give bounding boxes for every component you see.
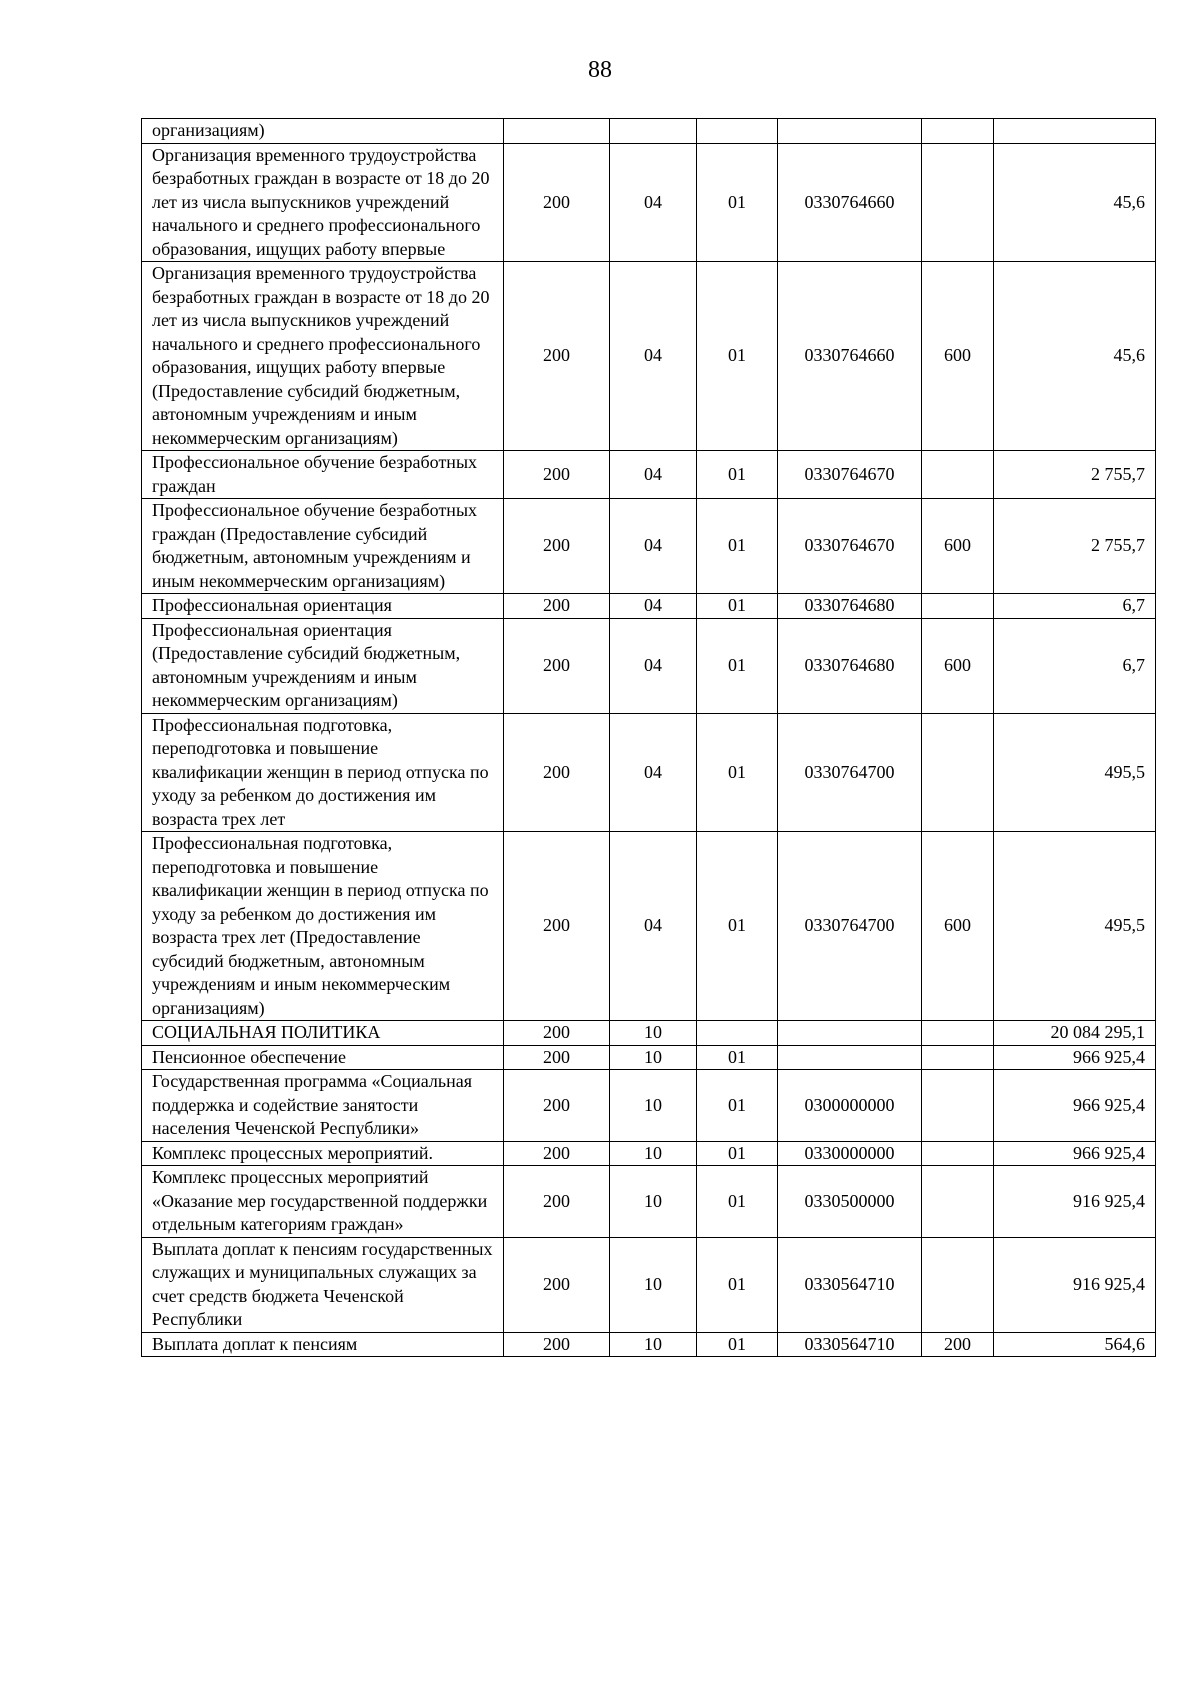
row-name: Комплекс процессных мероприятий. bbox=[142, 1141, 504, 1166]
table-row bbox=[142, 1237, 1156, 1332]
table-row bbox=[142, 1166, 1156, 1238]
row-name: Организация временного трудоустройства безработных граждан в возрасте от 18 до 20 лет из числа выпускников учреждений начального и среднего профессионального образования, ищущих работу впервые (Предоставление субсидий бюджетным, автономным учреждениям и иным некоммерческим организациям) bbox=[142, 262, 504, 451]
row-amount: 2 755,7 bbox=[994, 499, 1156, 594]
row-expense-type: 600 bbox=[922, 499, 994, 594]
row-section: 10 bbox=[610, 1045, 697, 1070]
row-amount: 916 925,4 bbox=[994, 1166, 1156, 1238]
row-name: Организация временного трудоустройства безработных граждан в возрасте от 18 до 20 лет из числа выпускников учреждений начального и среднего профессионального образования, ищущих работу впервые bbox=[142, 143, 504, 262]
row-subsection: 01 bbox=[697, 1237, 778, 1332]
row-target-code: 0330764670 bbox=[778, 499, 922, 594]
row-name: Профессиональная ориентация bbox=[142, 594, 504, 619]
row-subsection: 01 bbox=[697, 594, 778, 619]
row-target-code bbox=[778, 1045, 922, 1070]
row-amount: 966 925,4 bbox=[994, 1141, 1156, 1166]
row-amount: 6,7 bbox=[994, 594, 1156, 619]
row-code: 200 bbox=[504, 1045, 610, 1070]
row-target-code bbox=[778, 119, 922, 144]
row-target-code: 0330764680 bbox=[778, 594, 922, 619]
row-target-code: 0330764700 bbox=[778, 832, 922, 1021]
row-amount: 564,6 bbox=[994, 1332, 1156, 1357]
row-target-code: 0330764670 bbox=[778, 451, 922, 499]
row-code: 200 bbox=[504, 143, 610, 262]
row-subsection: 01 bbox=[697, 499, 778, 594]
row-subsection: 01 bbox=[697, 1332, 778, 1357]
row-subsection: 01 bbox=[697, 451, 778, 499]
row-code: 200 bbox=[504, 1237, 610, 1332]
row-section bbox=[610, 119, 697, 144]
budget-table-body bbox=[142, 119, 1156, 1357]
row-subsection: 01 bbox=[697, 1166, 778, 1238]
row-name: организациям) bbox=[142, 119, 504, 144]
row-target-code: 0330764660 bbox=[778, 262, 922, 451]
row-section: 10 bbox=[610, 1141, 697, 1166]
table-row bbox=[142, 832, 1156, 1021]
row-expense-type bbox=[922, 1166, 994, 1238]
row-name: СОЦИАЛЬНАЯ ПОЛИТИКА bbox=[142, 1021, 504, 1046]
table-row bbox=[142, 1070, 1156, 1142]
row-subsection: 01 bbox=[697, 832, 778, 1021]
row-amount: 495,5 bbox=[994, 832, 1156, 1021]
row-section: 10 bbox=[610, 1070, 697, 1142]
row-subsection: 01 bbox=[697, 1141, 778, 1166]
row-target-code: 0330564710 bbox=[778, 1332, 922, 1357]
row-expense-type bbox=[922, 143, 994, 262]
row-name: Выплата доплат к пенсиям bbox=[142, 1332, 504, 1357]
row-name: Профессиональная подготовка, переподготовка и повышение квалификации женщин в период отпуска по уходу за ребенком до достижения им возраста трех лет (Предоставление субсидий бюджетным, автономным учреждениям и иным некоммерческим организациям) bbox=[142, 832, 504, 1021]
row-code: 200 bbox=[504, 832, 610, 1021]
row-expense-type: 600 bbox=[922, 618, 994, 713]
row-section: 10 bbox=[610, 1166, 697, 1238]
row-section: 10 bbox=[610, 1332, 697, 1357]
budget-table bbox=[141, 118, 1156, 1357]
row-name: Комплекс процессных мероприятий «Оказание мер государственной поддержки отдельным категориям граждан» bbox=[142, 1166, 504, 1238]
row-expense-type bbox=[922, 1237, 994, 1332]
row-section: 04 bbox=[610, 618, 697, 713]
table-row bbox=[142, 1021, 1156, 1046]
row-section: 04 bbox=[610, 262, 697, 451]
row-amount: 2 755,7 bbox=[994, 451, 1156, 499]
row-amount: 495,5 bbox=[994, 713, 1156, 832]
page-number: 88 bbox=[588, 57, 612, 83]
row-code: 200 bbox=[504, 499, 610, 594]
row-expense-type: 600 bbox=[922, 262, 994, 451]
row-expense-type bbox=[922, 594, 994, 619]
row-subsection: 01 bbox=[697, 143, 778, 262]
row-name: Пенсионное обеспечение bbox=[142, 1045, 504, 1070]
row-subsection: 01 bbox=[697, 618, 778, 713]
table-row bbox=[142, 594, 1156, 619]
row-expense-type bbox=[922, 451, 994, 499]
table-row bbox=[142, 499, 1156, 594]
table-row bbox=[142, 618, 1156, 713]
table-row bbox=[142, 1141, 1156, 1166]
row-amount: 45,6 bbox=[994, 262, 1156, 451]
row-code: 200 bbox=[504, 262, 610, 451]
row-target-code: 0330764700 bbox=[778, 713, 922, 832]
row-amount: 966 925,4 bbox=[994, 1070, 1156, 1142]
row-amount: 6,7 bbox=[994, 618, 1156, 713]
row-name: Выплата доплат к пенсиям государственных служащих и муниципальных служащих за счет средств бюджета Чеченской Республики bbox=[142, 1237, 504, 1332]
row-subsection bbox=[697, 1021, 778, 1046]
row-expense-type bbox=[922, 1070, 994, 1142]
row-code: 200 bbox=[504, 1021, 610, 1046]
row-expense-type bbox=[922, 119, 994, 144]
table-row bbox=[142, 262, 1156, 451]
row-amount: 966 925,4 bbox=[994, 1045, 1156, 1070]
row-name: Профессиональное обучение безработных граждан bbox=[142, 451, 504, 499]
row-amount: 20 084 295,1 bbox=[994, 1021, 1156, 1046]
row-target-code bbox=[778, 1021, 922, 1046]
row-target-code: 0330000000 bbox=[778, 1141, 922, 1166]
row-name: Профессиональное обучение безработных граждан (Предоставление субсидий бюджетным, автономным учреждениям и иным некоммерческим организациям) bbox=[142, 499, 504, 594]
table-row bbox=[142, 713, 1156, 832]
row-section: 10 bbox=[610, 1237, 697, 1332]
row-target-code: 0330764660 bbox=[778, 143, 922, 262]
row-subsection: 01 bbox=[697, 713, 778, 832]
row-expense-type bbox=[922, 713, 994, 832]
row-name: Профессиональная подготовка, переподготовка и повышение квалификации женщин в период отпуска по уходу за ребенком до достижения им возраста трех лет bbox=[142, 713, 504, 832]
row-code: 200 bbox=[504, 451, 610, 499]
row-section: 04 bbox=[610, 713, 697, 832]
row-expense-type bbox=[922, 1141, 994, 1166]
row-code bbox=[504, 119, 610, 144]
row-section: 04 bbox=[610, 594, 697, 619]
row-code: 200 bbox=[504, 1332, 610, 1357]
row-expense-type bbox=[922, 1045, 994, 1070]
row-expense-type bbox=[922, 1021, 994, 1046]
row-section: 04 bbox=[610, 499, 697, 594]
row-subsection bbox=[697, 119, 778, 144]
row-name: Государственная программа «Социальная поддержка и содействие занятости населения Чеченской Республики» bbox=[142, 1070, 504, 1142]
row-subsection: 01 bbox=[697, 262, 778, 451]
row-section: 10 bbox=[610, 1021, 697, 1046]
row-amount: 45,6 bbox=[994, 143, 1156, 262]
table-row bbox=[142, 451, 1156, 499]
row-amount: 916 925,4 bbox=[994, 1237, 1156, 1332]
row-section: 04 bbox=[610, 832, 697, 1021]
row-target-code: 0300000000 bbox=[778, 1070, 922, 1142]
row-target-code: 0330564710 bbox=[778, 1237, 922, 1332]
row-section: 04 bbox=[610, 451, 697, 499]
row-code: 200 bbox=[504, 1166, 610, 1238]
table-row bbox=[142, 1045, 1156, 1070]
row-expense-type: 600 bbox=[922, 832, 994, 1021]
row-subsection: 01 bbox=[697, 1045, 778, 1070]
row-code: 200 bbox=[504, 1070, 610, 1142]
table-row bbox=[142, 1332, 1156, 1357]
row-code: 200 bbox=[504, 1141, 610, 1166]
row-amount bbox=[994, 119, 1156, 144]
row-code: 200 bbox=[504, 618, 610, 713]
row-target-code: 0330764680 bbox=[778, 618, 922, 713]
row-expense-type: 200 bbox=[922, 1332, 994, 1357]
table-row bbox=[142, 143, 1156, 262]
row-code: 200 bbox=[504, 594, 610, 619]
row-name: Профессиональная ориентация (Предоставление субсидий бюджетным, автономным учреждениям и иным некоммерческим организациям) bbox=[142, 618, 504, 713]
table-row bbox=[142, 119, 1156, 144]
row-target-code: 0330500000 bbox=[778, 1166, 922, 1238]
row-section: 04 bbox=[610, 143, 697, 262]
row-subsection: 01 bbox=[697, 1070, 778, 1142]
row-code: 200 bbox=[504, 713, 610, 832]
